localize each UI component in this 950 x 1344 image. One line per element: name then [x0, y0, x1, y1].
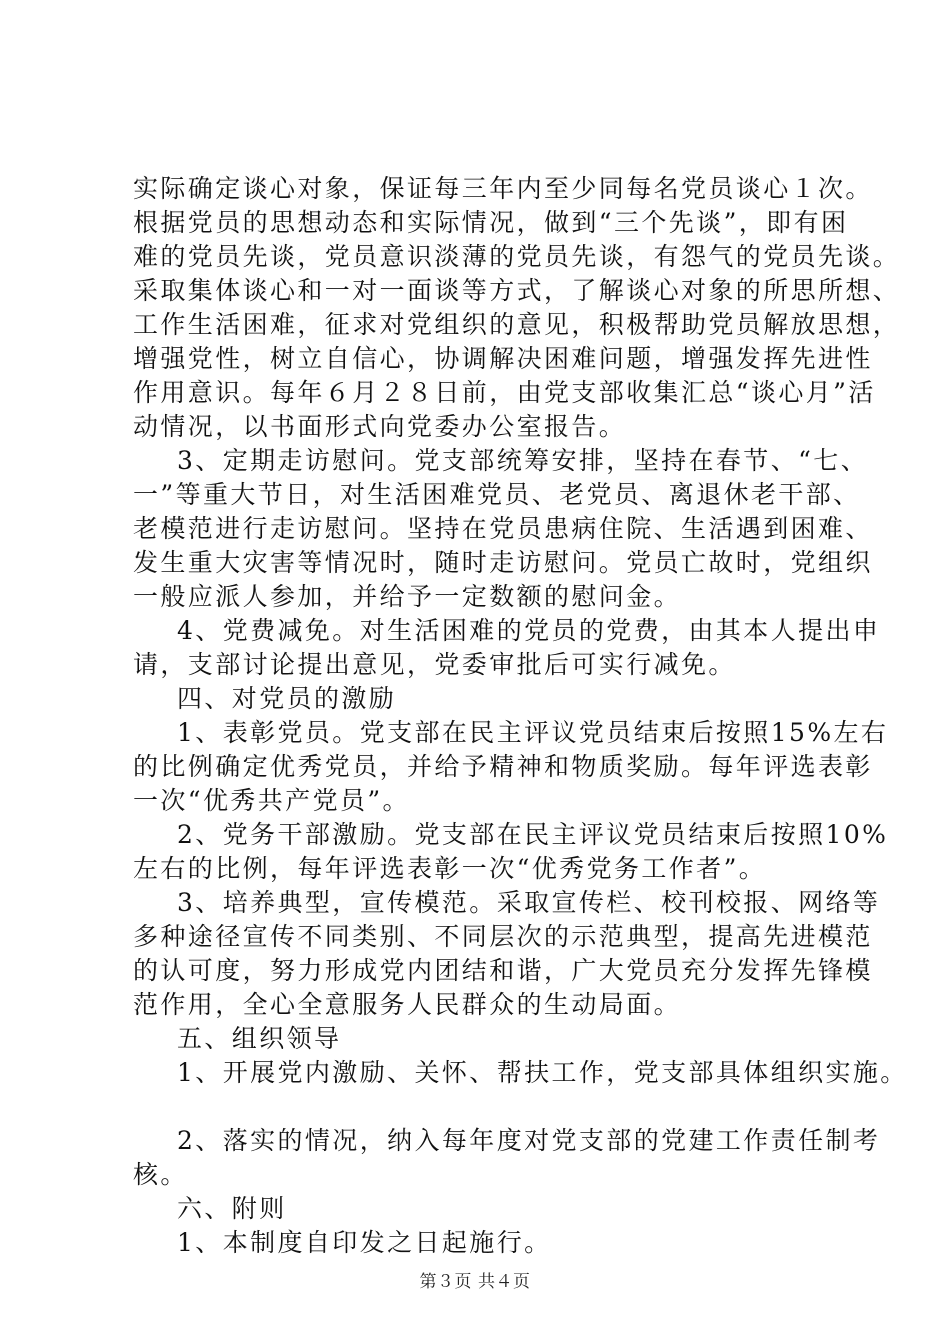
text-line: 一般应派人参加，并给予一定数额的慰问金。 [133, 582, 682, 611]
text-line: 的比例确定优秀党员，并给予精神和物质奖励。每年评选表彰 [133, 752, 873, 781]
text-line: 一次“优秀共产党员”。 [133, 786, 410, 815]
text-line: 1、表彰党员。党支部在民主评议党员结束后按照15%左右 [177, 718, 889, 747]
text-line: 2、党务干部激励。党支部在民主评议党员结束后按照10% [177, 820, 889, 849]
text-line: 1、本制度自印发之日起施行。 [177, 1228, 552, 1257]
text-line: 难的党员先谈，党员意识淡薄的党员先谈，有怨气的党员先谈。 [133, 242, 901, 271]
text-line: 作用意识。每年６月２８日前，由党支部收集汇总“谈心月”活 [133, 378, 876, 407]
page-number-footer: 第３页 共４页 [419, 1272, 531, 1292]
section-heading: 六、附则 [177, 1194, 287, 1223]
text-line: 多种途径宣传不同类别、不同层次的示范典型，提高先进模范 [133, 922, 873, 951]
text-line: 3、培养典型，宣传模范。采取宣传栏、校刊校报、网络等 [177, 888, 881, 917]
text-line: 老模范进行走访慰问。坚持在党员患病住院、生活遇到困难、 [133, 514, 873, 543]
text-line: 左右的比例，每年评选表彰一次“优秀党务工作者”。 [133, 854, 767, 883]
text-line: 核。 [133, 1160, 188, 1189]
text-line: 增强党性，树立自信心，协调解决困难问题，增强发挥先进性 [133, 344, 873, 373]
text-line: 采取集体谈心和一对一面谈等方式，了解谈心对象的所思所想、 [133, 276, 901, 305]
text-line: 2、落实的情况，纳入每年度对党支部的党建工作责任制考 [177, 1126, 881, 1155]
section-heading: 五、组织领导 [177, 1024, 342, 1053]
text-line: 3、定期走访慰问。党支部统筹安排，坚持在春节、“七、 [177, 446, 869, 475]
text-line: 发生重大灾害等情况时，随时走访慰问。党员亡故时，党组织 [133, 548, 873, 577]
section-heading: 四、对党员的激励 [177, 684, 397, 713]
text-line: 工作生活困难，征求对党组织的意见，积极帮助党员解放思想， [133, 310, 901, 339]
text-line: 一”等重大节日，对生活困难党员、老党员、离退休老干部、 [133, 480, 861, 509]
text-line: 动情况，以书面形式向党委办公室报告。 [133, 412, 627, 441]
text-line: 请，支部讨论提出意见，党委审批后可实行减免。 [133, 650, 736, 679]
text-line: 1、开展党内激励、关怀、帮扶工作，党支部具体组织实施。 [177, 1058, 908, 1087]
text-line: 4、党费减免。对生活困难的党员的党费，由其本人提出申 [177, 616, 881, 645]
text-line: 的认可度，努力形成党内团结和谐，广大党员充分发挥先锋模 [133, 956, 873, 985]
text-line: 范作用，全心全意服务人民群众的生动局面。 [133, 990, 682, 1019]
text-line: 根据党员的思想动态和实际情况，做到“三个先谈”，即有困 [133, 208, 849, 237]
text-line: 实际确定谈心对象，保证每三年内至少同每名党员谈心１次。 [133, 174, 873, 203]
